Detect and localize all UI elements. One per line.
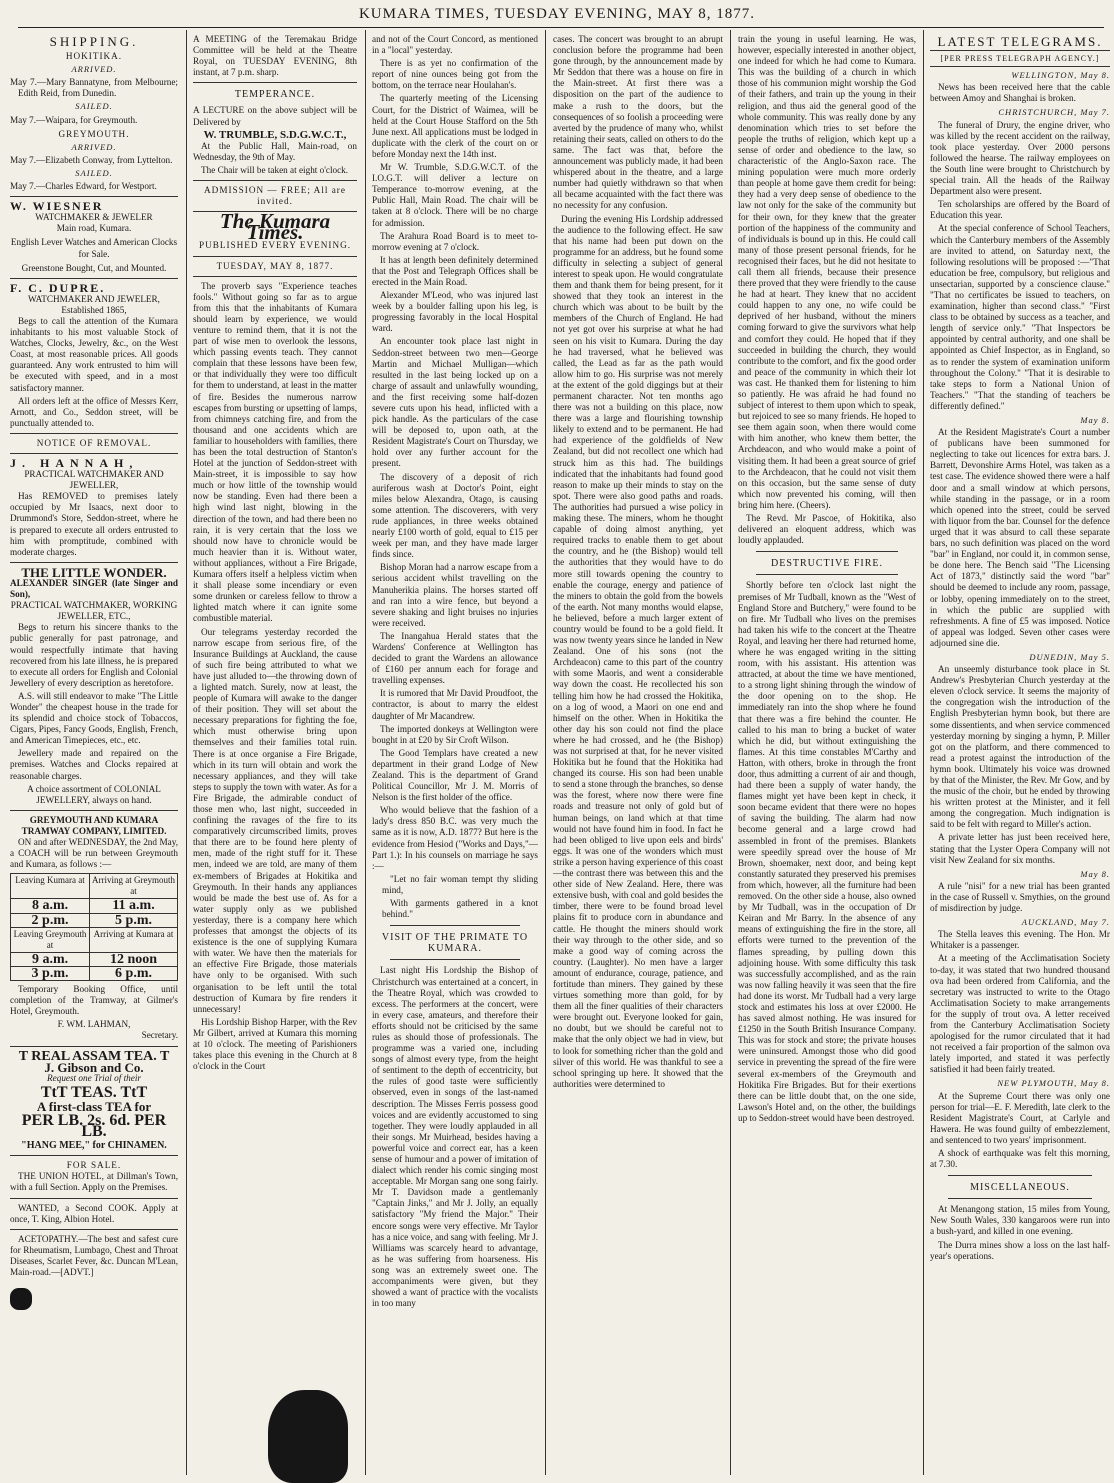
telegram-item: An unseemly disturbance took place in St. Andrew's Presbyterian Church yesterday at the eleven o'clock service. It seems the majority of the congregation wish the introduction of the English Presbyterian hymn book, but there are some dissentients, and when service commenced yesterday morning by singing a hymn, P. Miller got on the platform, and there commenced to read a protest against the introduction of the hymn book. Ultimately his voice was drowned by that of the Minister, the Rev. Mr Gow, and by the music of the choir, but he ended by throwing his written protest at the Minister, and it fell among the congregation. Much indignation is said to be felt with regard to Miller's action. (930, 664, 1110, 830)
hannah-trade: PRACTICAL WATCHMAKER AND JEWELLER, (24, 469, 164, 491)
admission-notice: ADMISSION — FREE; All are invited. (204, 185, 346, 207)
local-news-item: Bishop Moran had a narrow escape from a serious accident whilst travelling on the Manuherikia plains. The horses started off and ran into a wire fence, but beyond a severe shaking and light bruises no injuries were received. (372, 562, 538, 628)
column-5 (738, 34, 916, 1474)
singer-trade: PRACTICAL WATCHMAKER, WORKING JEWELLER, ETC., (10, 600, 178, 622)
dupre-trade: WATCHMAKER AND JEWELER, (28, 293, 160, 304)
divider (10, 1155, 178, 1156)
divider (10, 810, 178, 811)
divider (10, 278, 178, 279)
telegram-dateline: DUNEDIN, May 5. (1029, 651, 1110, 662)
tramway-text: ON and after WEDNESDAY, the 2nd May, a COACH will be run between Greymouth and Kumara, as follows :— (10, 837, 178, 870)
column-1 (10, 34, 178, 1474)
agency-line: [PER PRESS TELEGRAPH AGENCY.] (930, 50, 1110, 67)
divider (10, 1198, 178, 1199)
arrived-label: ARRIVED. (71, 141, 117, 152)
tramway-text: Temporary Booking Office, until completion of the Tramway, at Gilmer's Hotel, Greymouth. (10, 984, 178, 1017)
local-news-item: The quarterly meeting of the Licensing Court, for the District of Waimea, will be held at the Court House Stafford on the 5th June next. All applications must be lodged in duplicate with the clerk of the court on or before Monday next the 14th inst. (372, 93, 538, 159)
column-rule (923, 30, 924, 1475)
hannah-name: J. HANNAH, (10, 456, 139, 470)
divider (193, 82, 357, 83)
hannah-text: Has REMOVED to premises lately occupied by Mr Isaacs, next door to Drummond's Store, Seddon-street, where he is prepared to execute all orders entrusted to him with promptitude, combined with moderate charges. (10, 491, 178, 557)
meeting-notice: A MEETING of the Teremakau Bridge Committee will be held at the Theatre Royal, on TUESDAY EVENING, 8th instant, at 7 p.m. sharp. (193, 34, 357, 78)
divider (10, 453, 178, 454)
timetable-header: Arriving at Kumara at (90, 927, 178, 952)
column-3 (372, 34, 538, 1474)
tea-hang-mee: "HANG MEE," for CHINAMEN. (21, 1140, 167, 1152)
singer-text: A.S. will still endeavor to make "The Little Wonder" the cheapest house in the trade for its splendid and choice stock of Tobaccos, Cigars, Pipes, Fancy Goods, English, French, and American Timepieces, etc., etc. (10, 690, 178, 746)
telegram-item: At the Supreme Court there was only one person for trial—E. F. Meredith, late clerk to the Resident Magistrate's Court, at Carlyle and Hawera. He was found guilty of embezzlement, and sentenced to two years' imprisonment. (930, 1090, 1110, 1145)
singer-name: ALEXANDER SINGER (late Singer and Son), (10, 577, 178, 600)
lecturer-name: W. TRUMBLE, S.D.G.W.C.T., (203, 128, 347, 141)
visit-paragraph: cases. The concert was brought to an abrupt conclusion before the programme had been gone through, by the announcement made by Mr Seddon that there was a house on fire in the Main-street. At first there was a disposition on the part of the audience to make a rush to the doors, but the consequences of so foolish a proceeding were averted by the prudence of many who, whilst retaining their seats, called on others to do the same. The fact was that, before the announcement was publicly made, it had been whispered about in the theatre, and a large number had quietly withdrawn so that when all became acquainted with the fact there was no necessity for any confusion. (553, 34, 723, 211)
tea-first-class: A first-class TEA for (36, 1098, 152, 1114)
wiesner-address: Main road, Kumara. (56, 223, 132, 234)
local-news-item: It has at length been definitely determined that the Post and Telegraph Offices shall be erected in the Main Road. (372, 254, 538, 287)
column-2 (193, 34, 357, 1474)
tramway-secretary: Secretary. (141, 1030, 178, 1041)
divider (948, 1175, 1092, 1176)
tea-price: PER LB. 2s. 6d. PER LB. (21, 1111, 167, 1141)
divider (10, 1229, 178, 1230)
local-news-item: The Inangahua Herald states that the Wardens' Conference at Wellington has decided to grant the Wardens an allowance of £160 per annum each for forage and travelling expenses. (372, 630, 538, 686)
arrived-label: ARRIVED. (71, 64, 117, 75)
temperance-heading: TEMPERANCE. (234, 89, 316, 101)
shipping-heading: SHIPPING. (49, 34, 139, 49)
divider (756, 574, 898, 575)
timetable-cell: 8 a.m. (11, 899, 90, 913)
dupre-established: Established 1865, (61, 304, 127, 315)
local-news-item: Mr W. Trumble, S.D.G.W.C.T. of the I.O.G.T. will deliver a lecture on Temperance to-morrow evening, at the Public Hall, Main Road. The chair will be taken at 8 o'clock. There will be no charge for admission. (372, 162, 538, 228)
wiesner-text: Greenstone Bought, Cut, and Mounted. (21, 262, 167, 273)
local-news-item: The Arahura Road Board is to meet to-morrow evening at 7 o'clock. (372, 230, 538, 252)
column-rule (365, 30, 366, 1475)
visit-heading: VISIT OF THE PRIMATE TO KUMARA. (381, 932, 529, 955)
tea-request: Request one Trial of their (47, 1072, 141, 1083)
timetable-cell: 12 noon (90, 952, 178, 966)
local-news-item: Who would believe that the fashion of a lady's dress 850 B.C. was very much the same as it is now, A.D. 1877? But here is the evidence from Hesiod ("Works and Days,"—Part 1.): In his counsels on marriage he says :— (372, 805, 538, 871)
lecture-notice: At the Public Hall, Main-road, on Wednesday, the 9th of May. (193, 140, 357, 162)
telegram-dateline: WELLINGTON, May 8. (1011, 70, 1110, 81)
visit-paragraph: train the young in useful learning. He was, however, especially interested in another object, one indeed for which he had come to Kumara. This was the building of a church in which those of his communion might worship the God of their fathers, and train up the young in their religion, and thus aid the general good of the whole community. This was really done by any denomination which tries to set before the people the truths of religion, which kept up a sense of order and obedience to the law, so characteristic of the Anglo-Saxon race. The mining population were much more orderly than people at home gave them credit for being: they had a very deep sense of obedience to the law not only for the sake of the community but for their own, for they knew that the greater portion of the happiness of the community and of individuals is bound up in this. He could call many of those present personal friends, for he recognised their faces, but he did not hesitate to call them all friends, because their presence there proved that they were friendly to the cause he had at heart. They knew that no accident could happen to any one, no wife could be deprived of her husband, without the miners coming forward to give the survivors what help and comfort they could. He hoped that if they succeeded in building the church, they would contribute to the comfort, and fix the good order and peace of the community in which their lot was cast. He thanked them for listening to him so patiently. He was afraid he had found no subject of interest to them upon which to speak, but rejoiced to see so many friends. He hoped to see them again soon, when there would come with him another, who knew them better, the Archdeacon, and who would make a point of visiting them. It had been a great source of grief to the Archdeacon, that he could not visit them on this occasion, but the same sense of duty which now prevented his coming, will then bring him here. (Cheers). (738, 34, 916, 510)
column-6 (930, 34, 1110, 1474)
removal-heading: NOTICE OF REMOVAL. (36, 437, 152, 448)
telegram-dateline: NEW PLYMOUTH, May 8. (997, 1078, 1110, 1089)
leader-paragraph: Our telegrams yesterday recorded the narrow escape from serious fire, of the Insurance Buildings at Auckland, the cause of such fire being attributed to what we have just alluded to—the throwing down of a lighted match. Surely, now at least, the people of Kumara will awake to the danger of their position. They will set about the necessary preparations for fighting the foe, which must otherwise bring upon themselves and their families total ruin. There is at once organise a Fire Brigade, which in its turn will obtain and work the necessary appliances, and they will take steps to supply the town with water. As for a Fire Brigade, the admirable conduct of those men who, last night, succeeded in confining the ravages of the fire to its comparatively circumscribed limits, proves that there are to be found here plenty of men, made of the right stuff for it. These men, indeed we are told, are many of them ex-members of Brigades at Hokitika and Greymouth. In their hands any appliances would be made the best use of. As for a water supply only as we published yesterday, there is a company here which professes that amongst the objects of its existence is the one of supplying Kumara with water. We have then the materials for an effective Fire Brigade, those materials have only to be organised. With such organisation to be left until the total destruction of Kumara by fire renders it unnecessary! (193, 626, 357, 1014)
ink-stain (10, 1288, 32, 1310)
local-news-item: Alexander M'Leod, who was injured last week by a boulder falling upon his leg, is progressing favorably in the local Hospital ward. (372, 290, 538, 334)
telegram-dateline: AUCKLAND, May 7. (1021, 917, 1110, 928)
leader-paragraph: His Lordship Bishop Harper, with the Rev Mr Gilbert, arrived at Kumara this morning at 10 o'clock. The meeting of Parishioners takes place this evening in the Church at 8 o'clock in the Court (193, 1016, 357, 1072)
visit-paragraph: During the evening His Lordship addressed the audience to the following effect. He saw that his name had been put down on the programme for an address, but he found some difficulty in selecting a subject of general interest to speak upon. He would congratulate them and thank them for being present, for it showed that they took an interest in the church which was about to be built by the members of the Church of England. He had not yet got over his surprise at what he had seen on his visit to Kumara. During the day he had traversed, what he believed was called, the Lead as far as the path would allow him to go. His surprise was not merely at the extent of the gold diggings but at their permanent character. Not ten months ago there was not a building on this place, now there was a large and flourishing township likely to extend and to be permanent. He had had experience of the goldfields of New Zealand, but did not recollect one which had struck him as this had. The buildings indicated that the inhabitants had found good reason to make up their minds to stay on the spot. There were also good paths and roads. The authorities had pursued a wise policy in making these. The miners, whom he thought capable of doing almost anything, yet required tracks to enable them to get about the country, and he (the Bishop) would tell the authorities that they would have to do more still towards opening the country to enable the courage, energy and patience of the miners to obtain the gold from the bowels of the earth. Not many months would elapse, he believed, before a much larger extent of country would be found to be a gold field. It was now twenty years since he landed in New Zealand. One of his sons (not the Archdeacon) came to this part of the country with some Maoris, and went a considerable way down the coast. He recollected his son telling him how he had crossed the Hokitika, on a log of wood, a Maori on one end and himself on the other. When in Hokitika the other day his son could not find the place where he had crossed, and he (the Bishop) was not surprised at that, for he never visited Hokitika but he found that the Hokitika had changed its course. His son had been unable to send a stone through the branches, so dense was the forest, where now there were fine roads and treasure not only of gold but of human beings, on land which at that time would not have found him in food. In fact he had been obliged to live upon eels and birds' eggs. It was one of the wonders which must strike a person having experience of this coast—the contrast there was between this and the other side of New Zealand. Here, there was extensive bush, with coal and gold besides the timber, there were to be found broad level plains fit to produce corn in abundance and cattle. He thought the miners should work their way through to the other side, and so make a good way of coming across the country. (Laughter). No men have a larger amount of endurance, courage, patience, and fortitude than miners. They gained by these virtues something more than gold, for by them all the finer qualities of their characters were brought out. Everyone looked for gain, no doubt, but we should be careful not to make that the only object we had in view, but to look for something richer than the gold and silver of this world. He was thankful to see a school springing up here. It showed that the authorities were determined to (553, 213, 723, 1089)
telegram-dateline: CHRISTCHURCH, May 7. (998, 107, 1110, 118)
column-4 (553, 34, 723, 1474)
masthead-rule (18, 27, 1104, 28)
telegram-item: A rule "nisi" for a new trial has been granted in the case of Russell v. Smythies, on the ground of misdirection by judge. (930, 880, 1110, 914)
for-sale-text: THE UNION HOTEL, at Dillman's Town, with a full Section. Apply on the Premises. (10, 1171, 178, 1193)
lecture-notice: A LECTURE on the above subject will be Delivered by (193, 105, 357, 127)
telegrams-heading: LATEST TELEGRAMS. (937, 34, 1103, 49)
timetable-cell: 11 a.m. (90, 899, 178, 913)
singer-text: A choice assortment of COLONIAL JEWELLERY, always on hand. (27, 783, 161, 805)
dupre-name: F. C. DUPRE. (10, 280, 106, 295)
lecture-notice: The Chair will be taken at eight o'clock. (201, 164, 349, 175)
local-news-item: The imported donkeys at Wellington were bought in at £20 by Sir Croft Wilson. (372, 723, 538, 745)
wiesner-name: W. WIESNER (10, 199, 104, 214)
telegram-item: At a meeting of the Acclimatisation Society to-day, it was stated that two hundred thousand ova had been ordered from California, and the secretary was instructed to write to the Otago Acclimatisation Society to make arrangements for the supply of trout ova. A letter received from the Canterbury Acclimatisation Society apologised for the rumor circulated that it had not received a fair proportion of the salmon ova lately imported, and stated it was perfectly satisfied it had been fairly treated. (930, 953, 1110, 1075)
telegram-item: At the special conference of School Teachers, which the Canterbury members of the Assembly are invited to attend, on Saturday next, the following resolutions will be proposed :—"That education be free, compulsory, but religious and unsectarian, supported by a conscience clause." "That no certificates be issued to teachers, on examination, higher than second class." "First class to be obtained by success as a teacher, and length of service only." "That Inspectors be appointed by central authority, and one shall be appointed as Chief Inspector, as in England, so as to render the system of examination uniform throughout the Colony." "That it is desirable to take steps to form a National Union of Teachers." "That the standing of teachers be differently defined." (930, 223, 1110, 411)
timetable-header: Leaving Kumara at (11, 874, 90, 899)
miscellaneous-heading: MISCELLANEOUS. (970, 1182, 1070, 1194)
telegram-dateline: May 8. (1080, 415, 1110, 425)
tea-heading: T REAL ASSAM TEA. T (18, 1048, 170, 1064)
local-news-item: The Good Templars have created a new department in their grand Lodge of New Zealand. This is the department of Grand Political Councillor, Mr J. M. Morris of Nelson is the first holder of the office. (372, 747, 538, 803)
divider (390, 925, 520, 926)
tea-merchant: J. Gibson and Co. (44, 1059, 144, 1075)
timetable-cell: 3 p.m. (11, 966, 90, 980)
wiesner-trade: WATCHMAKER & JEWELER (35, 212, 153, 223)
divider (948, 1198, 1092, 1199)
local-news-item: The discovery of a deposit of rich auriferous wash at Doctor's Point, eight miles below Alexandra, Otago, is causing some attention. The discoverers, with very rude appliances, in three weeks obtained nearly £100 worth of gold, equal to £15 per week per man, and they have made larger finds since. (372, 471, 538, 560)
column-rule (186, 30, 187, 1475)
column-rule (730, 30, 731, 1475)
fire-paragraph: Shortly before ten o'clock last night the premises of Mr Tudball, known as the "West of England Store and Butchery," were found to be on fire. Mr Tudball who lives on the premises had taken his wife to the concert at the Theatre Royal, and leaving her there had returned home, where he was engaged writing in the sitting room, with his assistant. His attention was attracted, at about the time we have mentioned, to a strong light shining through the window of the door opening on to the shop. He immediately ran into the shop where he found that there was a fire behind the counter. He called to his man to bring a bucket of water which he did, but without extinguishing the flames. At this time constables M'Carthy and Hatton, with others, broke in through the front door, thus admitting a current of air and though, had there been a supply of water handy, the flames might yet have been kept in check, it soon became evident that there were no hopes of saving the building. The alarm had now become general and a large crowd had assembled in front of the premises. Blankets were speedily spread over the house of Mr Brown, shoemaker, next door, and being kept constantly saturated they preserved his premises from which, however, all the furniture had been removed. On the other side a house, also owned by Mr Tudball, was in the occupation of Dr Keiran and Mr Barry. In the absence of any means of extinguishing the fire in the store, all efforts were turned to the prevention of the flames spreading, by pulling down this adjoining house. With some difficulty this task was successfully accomplished, and as the rain was now falling heavily it was seen that the fire had done its worst. Mr Tudball had a very large stock and estimates his loss at over £2000. He has saved almost nothing. He was insured for £1250 in the South British Insurance Company. This was for stock and store; the private houses were uninsured. Amongst those who did good service in preventing the spread of the fire were several ex-members of the Greymouth and Hokitika Fire Brigades. But for their exertions there can be little doubt that, on the one side, Lawson's Hotel and, on the other, the buildings up to Seddon-street would have been destroyed. (738, 580, 916, 1123)
poem-line: "Let no fair woman tempt thy sliding mind, (382, 873, 538, 895)
timetable-cell: 9 a.m. (11, 952, 90, 966)
wiesner-text: English Lever Watches and American Clocks for Sale. (10, 237, 178, 259)
timetable (10, 873, 178, 981)
visit-paragraph: Last night His Lordship the Bishop of Christchurch was entertained at a concert, in the Theatre Royal, which was crowded to excess. The performers at the concert, were in every case, amateurs, and therefore their efforts should not be criticised by the same rules as should those of professionals. The programme was a varied one, including songs of almost every type, from the height of sentiment to the depth of eccentricity, but the rules of good taste were sufficiently observed, even in songs of the last-named description. The Misses Ferris possess good voices and are evidently accustomed to sing together. They were loudly applauded in all their songs. Mr Muirhead, besides having a powerful voice and correct ear, has a keen sense of humour and a power of imitation of dialect which render his comic singing most acceptable. Mr Morgan sang one song fairly. Mr T. Davidson made a gentlemanly "Captain Jinks," and Mr J. Jolly, an equally satisfactory "My friend the Major." Their encore songs were very effective. Mr Taylor has a nice voice, and sang with feeling. Mr J. Williams was scarcely heard to advantage, as he was suffering from hoarseness. His song was an extremely sweet one. The accompaniments were given, but they showed a want of practice with the vocalists in too many (372, 965, 538, 1309)
ink-stain (268, 1390, 348, 1483)
timetable-header: Leaving Greymouth at (11, 927, 90, 952)
divider (193, 256, 357, 257)
telegram-item: A shock of earthquake was felt this morning, at 7.30. (930, 1148, 1110, 1170)
masthead: KUMARA TIMES, TUESDAY EVENING, MAY 8, 1877. (358, 6, 756, 22)
timetable-cell: 5 p.m. (90, 913, 178, 927)
shipping-entry: May 7.—Waipara, for Greymouth. (10, 114, 138, 125)
local-news-item: An encounter took place last night in Seddon-street between two men—George Martin and Michael Mulligan—which resulted in the last being locked up on a charge of assault and unlawfully wounding, and the first receiving some half-dozen severe cuts upon his head, inflicted with a pick handle. As the particulars of the case will be deposed to, upon oath, at the Resident Magistrate's Court on Thursday, we hold over any further account for the present. (372, 336, 538, 469)
sailed-label: SAILED. (75, 167, 113, 178)
shipping-entry: May 7.—Charles Edward, for Westport. (10, 181, 157, 192)
divider (756, 551, 898, 552)
telegram-item: At the Resident Magistrate's Court a number of publicans have been summoned for neglecting to take out licences for extra bars. J. Barrett, Devonshire Arms Hotel, was taken as a test case. The evidence showed there were a half door and a small window at which persons, while standing in the passage, or in a room which opened into the street, could be served with liquor from the bar. Counsel for the defence urged that it was absurd to call these separate bars, no such definition was placed on the word "bar" in England, nor could it, in common sense, be done here. The Bench said "The Licensing Act of 1873," distinctly said the word "bar" should be deemed to include any room, passage, or lobby, opening immediately on to the street, in which the public are supplied with refreshments. A fine of £5 was imposed. Notice of appeal was lodged. Seven other cases were adjourned sine die. (930, 427, 1110, 648)
hokitika-heading: HOKITIKA. (65, 51, 123, 62)
poem-line: With garments gathered in a knot behind." (382, 898, 538, 920)
shipping-entry: May 7.—Mary Bannatyne, from Melbourne; Edith Reid, from Dunedin. (10, 77, 178, 99)
telegram-dateline: May 8. (1080, 868, 1110, 879)
column-rule (545, 30, 546, 1475)
misc-item: The Durra mines show a loss on the last half-year's operations. (930, 1239, 1110, 1261)
telegram-item: Ten scholarships are offered by the Board of Education this year. (930, 199, 1110, 221)
divider (390, 959, 520, 960)
leader-paragraph: The proverb says "Experience teaches fools." Without going so far as to argue from this that the inhabitants of Kumara should learn by experience, we would venture to remind them, that it is not the part of wise men to overlook the lessons, which passing events teach. They cannot complain that these lessons have been few, or that individually they were too difficult for them to understand, at least in the matter of fire. Besides the numerous narrow escapes from bursting or upsetting of lamps, from chimneys catching fire, and from the thousand and one accidents which are familiar to householders with families, there has been the total destruction of Stanton's Hotel at the junction of Seddon-street with Main-street, it is impossible to say how much or how little of the township would now be standing. Even had there been a high wind last night, blowing in the direction of the town, and had there been no rain, it is very certain that the loss we should now have to chronicle would be much heavier than it is. Without water, without appliances, without a Fire Brigade, Kumara offers itself a helpless victim when it shall please some incendiary or even some drunken or careless fellow to throw a lighted match where it can ignite some combustible material. (193, 280, 357, 624)
divider (193, 180, 357, 181)
divider (10, 562, 178, 563)
sailed-label: SAILED. (75, 101, 113, 112)
published-line: PUBLISHED EVERY EVENING. (198, 240, 352, 251)
telegram-item: A private letter has just been received here, stating that the Lyster Opera Company will not visit New Zealand for six months. (930, 832, 1110, 865)
telegram-item: News has been received here that the cable between Amoy and Shanghai is broken. (930, 82, 1110, 104)
tramway-signature: F. WM. LAHMAN, (57, 1019, 131, 1030)
issue-date: TUESDAY, MAY 8, 1877. (216, 260, 334, 271)
divider (193, 276, 357, 277)
local-news-item: It is rumored that Mr David Proudfoot, the contractor, is about to marry the eldest daughter of Mr Macandrew. (372, 688, 538, 721)
timetable-header: Arriving at Greymouth at (90, 874, 178, 899)
misc-item: At Menangong station, 15 miles from Young, New South Wales, 330 kangaroos were run into a bush-yard, and killed in one evening. (930, 1204, 1110, 1237)
divider (10, 1046, 178, 1047)
dupre-text: Begs to call the attention of the Kumara inhabitants to his most valuable Stock of Watches, Clocks, Jewelry, &c., on the West Coast, at most reasonable prices. All goods guaranteed. Any work entrusted to him will be executed with speed, and in a most satisfactory manner. (10, 315, 178, 393)
acetopathy-text: ACETOPATHY.—The best and safest cure for Rheumatism, Lumbago, Chest and Throat Diseases, Scarlet Fever, &c. Duncan M'Lean, Main-road.—[ADVT.] (10, 1233, 178, 1277)
divider (10, 433, 178, 434)
for-sale-heading: FOR SALE. (66, 1160, 122, 1171)
telegram-item: The funeral of Drury, the engine driver, who was killed by the recent accident on the railway, took place yesterday. Over 2000 persons followed the hearse. The railway employees on the South line were brought to Christchurch by special train. All the heads of the Railway Department also were present. (930, 119, 1110, 197)
singer-text: Jewellery made and repaired on the premises. Watches and Clocks repaired at reasonable charges. (10, 748, 178, 781)
fire-heading: DESTRUCTIVE FIRE. (771, 558, 883, 570)
wanted-text: WANTED, a Second COOK. Apply at once, T. King, Albion Hotel. (10, 1202, 178, 1224)
little-wonder-heading: THE LITTLE WONDER. (21, 564, 167, 580)
dupre-text: All orders left at the office of Messrs Kerr, Arnott, and Co., Seddon street, will be punctually attended to. (10, 395, 178, 428)
tramway-heading: GREYMOUTH AND KUMARA TRAMWAY COMPANY, LIMITED. (21, 814, 167, 836)
local-news-item: There is as yet no confirmation of the report of nine ounces being got from the bottom, on the terrace near Houlahan's. (372, 58, 538, 91)
telegram-item: The Stella leaves this evening. The Hon. Mr Whitaker is a passenger. (930, 929, 1110, 951)
local-news-item: and not of the Court Concord, as mentioned in a "local" yesterday. (372, 34, 538, 56)
paper-title: The Kumara Times. (219, 209, 331, 245)
divider (10, 196, 178, 197)
shipping-entry: May 7.—Elizabeth Conway, from Lyttelton. (10, 154, 173, 165)
timetable-cell: 6 p.m. (90, 966, 178, 980)
visit-paragraph: The Revd. Mr Pascoe, of Hokitika, also delivered an eloquent address, which was loudly applauded. (738, 513, 916, 546)
greymouth-heading: GREYMOUTH. (58, 128, 130, 139)
timetable-cell: 2 p.m. (11, 913, 90, 927)
singer-text: Begs to return his sincere thanks to the public generally for past patronage, and would respectfully intimate that having recovered from his late illness, he is prepared to execute all orders for English and Colonial Jewellery of every description as heretofore. (10, 622, 178, 688)
tea-brand: TtT TEAS. TtT (40, 1083, 148, 1101)
